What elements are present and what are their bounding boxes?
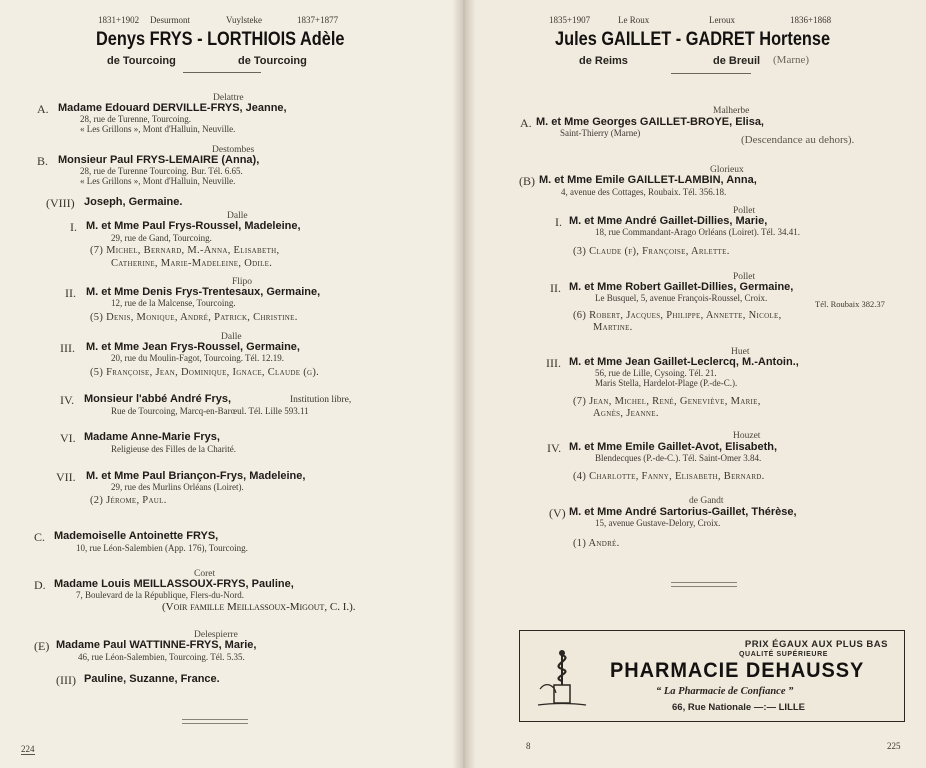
entry-extra: Institution libre, [290, 395, 352, 405]
entry-address: Rue de Tourcoing, Marcq-en-Barœul. Tél. Lille 593.11 [111, 406, 309, 416]
entry-address: 4, avenue des Cottages, Roubaix. Tél. 356.18. [561, 187, 727, 197]
origin-left: de Tourcoing [107, 55, 176, 67]
maiden-name: Huet [731, 347, 750, 357]
ad-quality-line: QUALITÉ SUPÉRIEURE [739, 651, 828, 658]
origin-right: de Breuil [713, 55, 761, 67]
header-years-right: 1836+1868 [790, 15, 832, 25]
end-rule [182, 719, 248, 724]
maiden-name: Pollet [733, 272, 756, 282]
entry-address: 20, rue du Moulin-Fagot, Tourcoing. Tél. 12.19. [111, 353, 285, 363]
entry-label: VII. [56, 470, 76, 484]
entry-address: Religieuse des Filles de la Charité. [111, 444, 236, 454]
entry-label: IV. [60, 393, 75, 407]
maiden-name: Houzet [733, 431, 761, 441]
entry-label: (III) [56, 673, 76, 687]
entry-address: 28, rue de Turenne, Tourcoing. [80, 114, 191, 124]
entry-label: III. [546, 356, 561, 370]
gutter-number: 8 [526, 741, 531, 751]
ad-pharmacy-name: PHARMACIE DEHAUSSY [610, 659, 865, 682]
header-years-left: 1831+1902 [98, 15, 140, 25]
entry-name: Pauline, Suzanne, France. [84, 673, 220, 685]
maiden-name: Delattre [213, 93, 244, 103]
entry-label: III. [60, 341, 75, 355]
ad-price-line: PRIX ÉGAUX AUX PLUS BAS [744, 639, 888, 650]
children-list: Martine. [593, 322, 633, 333]
entry-note: (Descendance au dehors). [741, 134, 855, 146]
entry-label: II. [550, 281, 561, 295]
entry-address: 15, avenue Gustave-Delory, Croix. [595, 518, 721, 528]
end-rule [671, 582, 737, 587]
entry-name: M. et Mme André Sartorius-Gaillet, Thérèse, [569, 506, 797, 518]
entry-name: Madame Anne-Marie Frys, [84, 431, 220, 443]
entry-label: B. [37, 154, 49, 168]
origin-right: de Tourcoing [238, 55, 307, 67]
entry-name: M. et Mme André Gaillet-Dillies, Marie, [569, 215, 768, 227]
entry-address: 18, rue Commandant-Arago Orléans (Loiret). Tél. 34.41. [595, 227, 801, 237]
entry-label: C. [34, 530, 46, 544]
entry-address: Blendecques (P.-de-C.). Tél. Saint-Omer 3.84. [595, 453, 762, 463]
title-rule [671, 73, 751, 74]
entry-name: Joseph, Germaine. [84, 196, 183, 208]
maiden-name: Dalle [221, 332, 242, 342]
children-list: (7) Jean, Michel, René, Geneviève, Marie, [573, 396, 761, 407]
entry-name: Madame Paul WATTINNE-FRYS, Marie, [56, 639, 257, 651]
maiden-name: Malherbe [713, 106, 750, 116]
children-list: Catherine, Marie-Madeleine, Odile. [111, 258, 273, 269]
page-title: Jules GAILLET - GADRET Hortense [555, 29, 831, 50]
entry-address: 12, rue de la Malcense, Tourcoing. [111, 298, 236, 308]
entry-label: A. [520, 116, 532, 130]
entry-label: (B) [519, 174, 535, 188]
entry-label: VI. [60, 431, 76, 445]
ad-address: 66, Rue Nationale —:— LILLE [672, 702, 806, 713]
entry-address: 10, rue Léon-Salembien (App. 176), Tourcoing. [76, 543, 248, 553]
entry-name: M. et Mme Jean Gaillet-Leclercq, M.-Antoin., [569, 356, 799, 368]
entry-name: M. et Mme Jean Frys-Roussel, Germaine, [86, 341, 300, 353]
entry-label: I. [555, 215, 562, 229]
entry-address: 29, rue de Gand, Tourcoing. [111, 233, 212, 243]
pharmacy-advertisement [519, 630, 905, 722]
maiden-name: Delespierre [194, 630, 238, 640]
children-list: (5) Françoise, Jean, Dominique, Ignace, Claude (g). [90, 367, 320, 378]
header-years-right: 1837+1877 [297, 15, 339, 25]
right-page [463, 0, 926, 768]
entry-name: M. et Mme Emile Gaillet-Avot, Elisabeth, [569, 441, 778, 453]
entry-name: M. et Mme Paul Frys-Roussel, Madeleine, [86, 220, 301, 232]
entry-label: D. [34, 578, 46, 592]
entry-note: (Voir famille Meillassoux-Migout, C. I.). [162, 601, 356, 613]
origin-left: de Reims [579, 55, 628, 67]
page-number: 225 [887, 741, 901, 751]
page-number: 224 [21, 744, 35, 754]
children-list: (7) Michel, Bernard, M.-Anna, Elisabeth, [90, 245, 280, 256]
entry-address: « Les Grillons », Mont d'Halluin, Neuville. [80, 124, 236, 134]
entry-name: M. et Mme Emile GAILLET-LAMBIN, Anna, [539, 174, 757, 186]
book-gutter [452, 0, 476, 768]
entry-name: Monsieur l'abbé André Frys, [84, 393, 232, 405]
header-family-right: Leroux [709, 15, 735, 25]
entry-name: Madame Louis MEILLASSOUX-FRYS, Pauline, [54, 578, 294, 590]
header-family-left: Le Roux [618, 15, 650, 25]
entry-address: Saint-Thierry (Marne) [560, 128, 641, 138]
entry-address: Le Busquel, 5, avenue François-Roussel, Croix. [595, 293, 768, 303]
maiden-name: Glorieux [710, 165, 744, 175]
maiden-name: Dalle [227, 211, 248, 221]
maiden-name: Destombes [212, 145, 255, 155]
entry-address: 28, rue de Turenne Tourcoing. Bur. Tél. 6.65. [80, 166, 243, 176]
maiden-name: de Gandt [689, 496, 724, 506]
entry-address: Tél. Roubaix 382.37 [815, 299, 885, 309]
entry-address: « Les Grillons », Mont d'Halluin, Neuville. [80, 176, 236, 186]
children-list: (1) André. [573, 538, 620, 549]
entry-name: Monsieur Paul FRYS-LEMAIRE (Anna), [58, 154, 260, 166]
entry-address: 29, rue des Murlins Orléans (Loiret). [111, 482, 244, 492]
maiden-name: Flipo [232, 277, 253, 287]
entry-name: M. et Mme Robert Gaillet-Dillies, Germaine, [569, 281, 794, 293]
header-years-left: 1835+1907 [549, 15, 591, 25]
maiden-name: Pollet [733, 206, 756, 216]
children-list: (6) Robert, Jacques, Philippe, Annette, Nicole, [573, 310, 782, 321]
entry-label: (VIII) [46, 196, 75, 210]
header-family-right: Vuylsteke [226, 15, 262, 25]
entry-label: (V) [549, 506, 566, 520]
entry-name: Mademoiselle Antoinette FRYS, [54, 530, 219, 542]
title-rule [183, 72, 261, 73]
children-list: (4) Charlotte, Fanny, Elisabeth, Bernard. [573, 471, 765, 482]
entry-name: M. et Mme Denis Frys-Trentesaux, Germaine, [86, 286, 321, 298]
entry-address: 7, Boulevard de la République, Flers-du-Nord. [76, 590, 244, 600]
entry-name: Madame Edouard DERVILLE-FRYS, Jeanne, [58, 102, 287, 114]
entry-label: IV. [547, 441, 562, 455]
ad-slogan: “ La Pharmacie de Confiance ” [656, 686, 794, 697]
entry-label: I. [70, 220, 77, 234]
entry-label: (E) [34, 639, 50, 653]
page-title: Denys FRYS - LORTHIOIS Adèle [96, 29, 345, 50]
children-list: (5) Denis, Monique, André, Patrick, Christine. [90, 312, 298, 323]
entry-label: A. [37, 102, 49, 116]
children-list: (2) Jérome, Paul. [90, 495, 167, 506]
entry-address: 56, rue de Lille, Cysoing. Tél. 21. [595, 368, 717, 378]
children-list: (3) Claude (f), Françoise, Arlette. [573, 246, 730, 257]
entry-name: M. et Mme Paul Briançon-Frys, Madeleine, [86, 470, 306, 482]
entry-address: 46, rue Léon-Salembien, Tourcoing. Tél. 5.35. [78, 652, 245, 662]
header-family-left: Desurmont [150, 15, 190, 25]
entry-name: M. et Mme Georges GAILLET-BROYE, Elisa, [536, 116, 764, 128]
caduceus-icon [532, 645, 592, 709]
entry-label: II. [65, 286, 76, 300]
children-list: Agnès, Jeanne. [593, 408, 659, 419]
origin-right-extra: (Marne) [773, 54, 810, 66]
entry-address: Maris Stella, Hardelot-Plage (P.-de-C.). [595, 378, 738, 388]
maiden-name: Coret [194, 569, 216, 579]
